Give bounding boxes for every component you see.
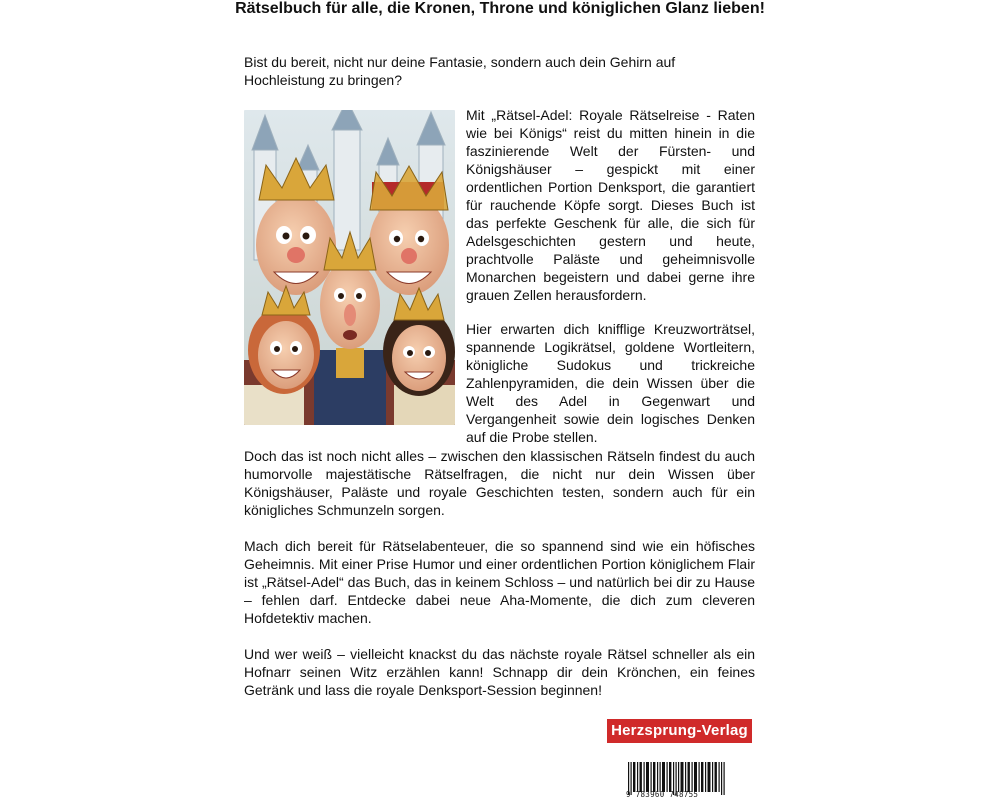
right-text-column [466, 106, 755, 446]
royal-family-illustration [244, 110, 455, 425]
intro-paragraph: Bist du bereit, nicht nur deine Fantasie, sondern auch dein Gehirn auf Hochleistung zu bringen? [244, 54, 676, 88]
barcode-number: 9 783960 748755 [626, 790, 699, 799]
adventure-paragraph: Mach dich bereit für Rätselabenteuer, die so spannend sind wie ein höfisches Geheimnis. Mit einer Prise Humor und einer ordentlichen Portion königlichem Flair ist „Rätsel-Adel“ das Buch, das in keinem Schloss – und natürlich bei dir zu Hause – fehlen darf. Entdecke dabei neue Aha-Momente, die dich zum cleveren Hofdetektiv machen. [244, 538, 755, 626]
book-description-paragraph: Mit „Rätsel-Adel: Royale Rätselreise - Raten wie bei Königs“ reist du mitten hinein in die faszinierende Welt der Fürsten- und Königshäuser – gespickt mit einer ordentlichen Portion Denksport, die garantiert für rauchende Köpfe sorgt. Dieses Buch ist das perfekte Geschenk für alle, die sich für Adelsgeschichten gestern und heute, prachtvolle Paläste und geheimnisvolle Monarchen begeistern und dabei gerne ihre grauen Zellen herausfordern. [466, 107, 755, 303]
page-headline: Rätselbuch für alle, die Kronen, Throne und königlichen Glanz lieben! [235, 0, 765, 17]
closing-paragraph: Und wer weiß – vielleicht knackst du das nächste royale Rätsel schneller als ein Hofnarr seinen Witz erzählen kann! Schnapp dir dein Krönchen, ein feines Getränk und lass die royale Denksport-Session beginnen! [244, 646, 755, 698]
publisher-logo: Herzsprung-Verlag [607, 719, 752, 743]
humor-paragraph: Doch das ist noch nicht alles – zwischen den klassischen Rätseln findest du auch humorvolle majestätische Rätselfragen, die nicht nur dein Wissen über Königshäuser, Paläste und royale Geschichten testen, sondern auch für ein königliches Schmunzeln sorgen. [244, 448, 755, 518]
puzzle-types-paragraph: Hier erwarten dich knifflige Kreuzworträtsel, spannende Logikrätsel, goldene Wortleitern, königliche Sudokus und trickreiche Zahlenpyramiden, die dein Wissen über die Welt des Adel in Gegenwart und Vergangenheit sowie dein logisches Denken auf die Probe stellen. [466, 321, 755, 445]
